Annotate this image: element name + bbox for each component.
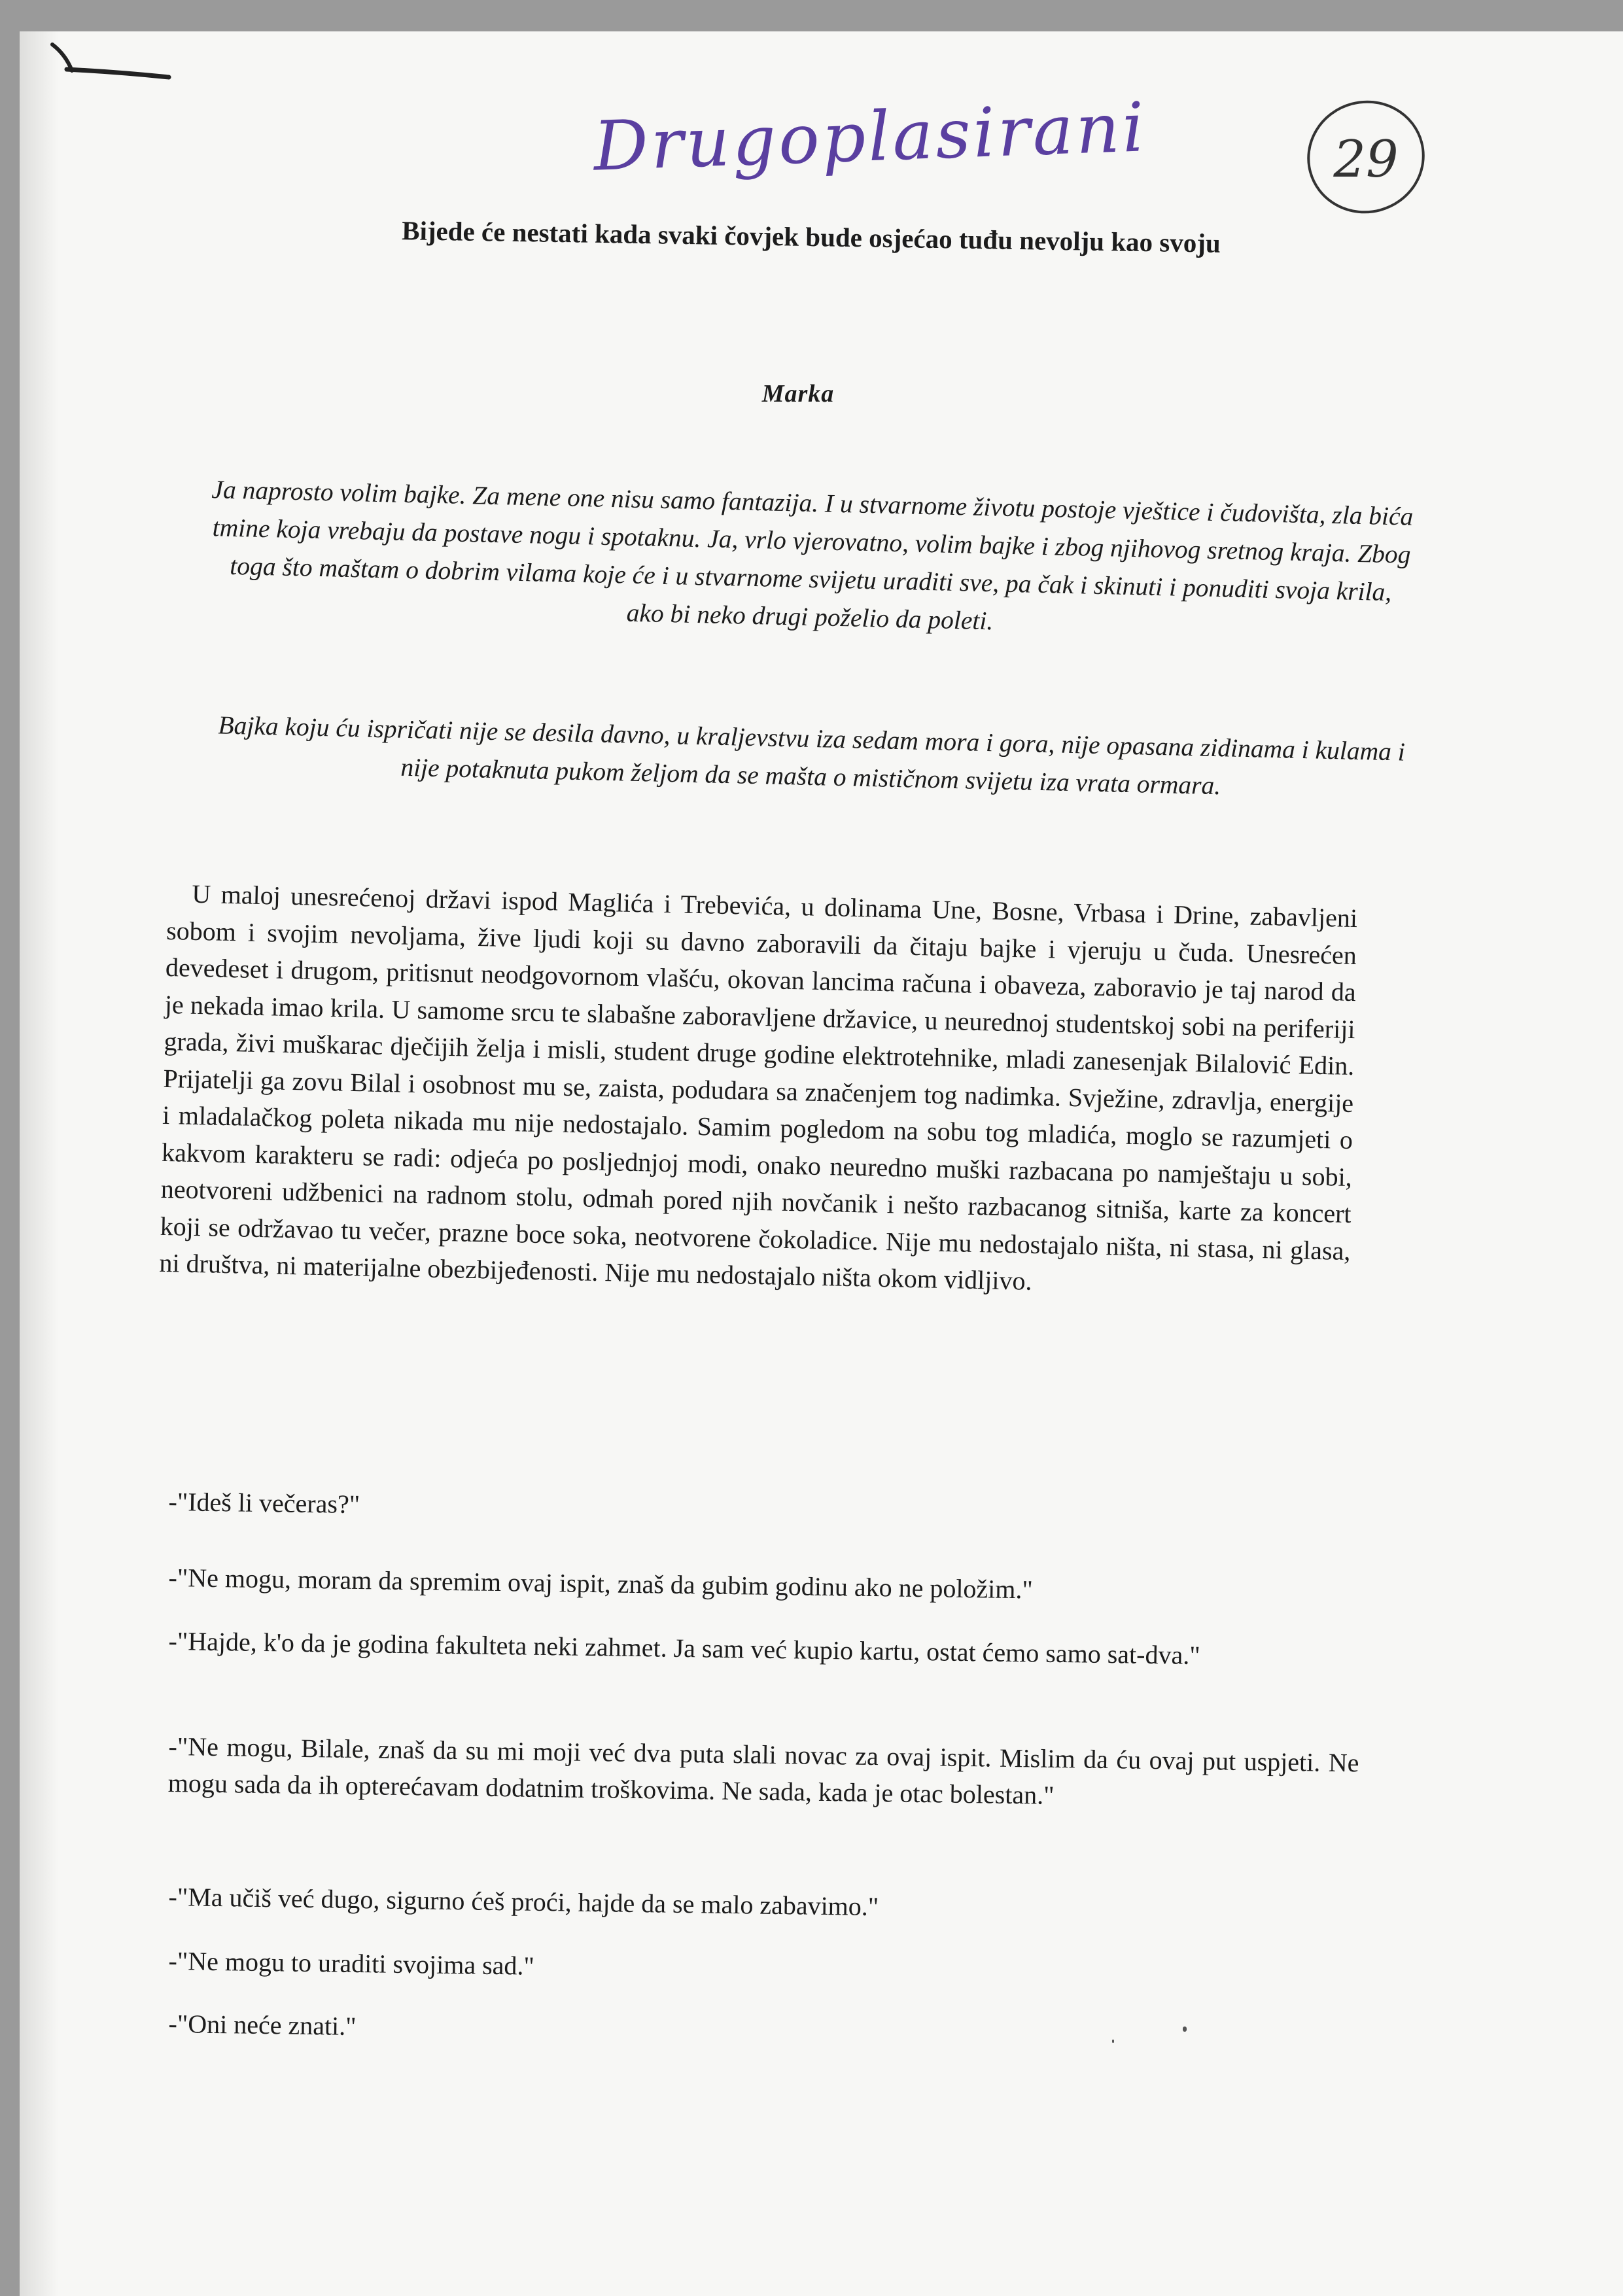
- pen-stroke-mark: [26, 31, 196, 103]
- body-paragraph: U maloj unesrećenoj državi ispod Maglića i Trebevića, u dolinama Une, Bosne, Vrbasa i Drine, zabavljeni sobom i svojim nevoljama, žive ljudi koji su davno zaboravili da čitaju bajke i vjeruju u čuda. Unesrećen devedeset i drugom, pritisnut neodgovornom vlašću, okovan lancima računa i obaveza, zaboravio je taj narod da je nekada imao krila. U samome srcu te slabašne zaboravljene državice, u neurednoj studentskoj sobi na periferiji grada, živi muškarac dječijih želja i misli, student druge godine elektrotehnike, mladi zanesenjak Bilalović Edin. Prijatelji ga zovu Bilal i osobnost mu se, zaista, podudara sa značenjem tog nadimka. Svježine, zdravlja, energije i mladalačkog poleta nikada mu nije nedostajalo. Samim pogledom na sobu tog mladića, moglo se razumjeti o kakvom karakteru se radi: odjeća po posljednjoj modi, onako neuredno muški razbacana po namještaju u sobi, neotvoreni udžbenici na radnom stolu, odmah pored njih novčanik i nešto razbacanog sitniša, karte za koncert koji se održavao tu večer, prazne boce soka, neotvorene čokoladice. Nije mu nedostajalo ništa, ni stasa, ni glasa, ni društva, ni materijalne obezbijeđenosti. Nije mu nedostajalo ništa okom vidljivo.: [159, 878, 1358, 1296]
- dialogue-line: -"Oni neće znati.": [168, 2008, 357, 2042]
- dialogue-line: -"Ne mogu to uraditi svojima sad.": [168, 1945, 535, 1981]
- intro-paragraph: Ja naprosto volim bajke. Za mene one nisu samo fantazija. I u stvarnome životu postoje vještice i čudovišta, zla bića tmine koja vrebaju da postave nogu i spotaknu. Ja, vrlo vjerovatno, volim bajke i zbog njihovog sretnog kraja. Zbog toga što maštam o dobrim vilama koje će i u stvarnome svijetu uraditi sve, pa čak i skinuti i ponuditi svoja krila, ako bi neko drugi poželio da poleti.: [211, 475, 1414, 636]
- author-name: Marka: [761, 380, 835, 408]
- dialogue-line: -"Ne mogu, moram da spremim ovaj ispit, znaš da gubim godinu ako ne položim.": [168, 1562, 1034, 1605]
- essay-title: Bijede će nestati kada svaki čovjek bude osjećao tuđu nevolju kao svoju: [401, 215, 1221, 258]
- ink-speck: [1183, 2026, 1187, 2032]
- dialogue-line: -"Hajde, k'o da je godina fakulteta neki zahmet. Ja sam već kupio kartu, ostat ćemo samo sat-dva.": [168, 1626, 1200, 1671]
- page-number-stamp: [1302, 93, 1430, 221]
- handwritten-note: Drugoplasirani: [592, 87, 1148, 186]
- intro-paragraph: Bajka koju ću ispričati nije se desila davno, u kraljevstvu iza sedam mora i gora, nije opasana zidinama i kulama i nije potaknuta pukom željom da se mašta o mističnom svijetu iza vrata ormara.: [218, 710, 1406, 801]
- document-page: [20, 31, 1623, 2296]
- dialogue-line: -"Ideš li večeras?": [168, 1486, 360, 1520]
- dialogue-line: -"Ne mogu, Bilale, znaš da su mi moji već dva puta slali novac za ovaj ispit. Mislim da ću ovaj put uspjeti. Ne mogu sada da ih opterećavam dodatnim troškovima. Ne sada, kada je otac bolestan.": [167, 1731, 1359, 1810]
- dialogue-line: -"Ma učiš već dugo, sigurno ćeš proći, hajde da se malo zabavimo.": [168, 1881, 879, 1922]
- page-number: 29: [1333, 130, 1399, 189]
- ink-speck: [1112, 2040, 1114, 2043]
